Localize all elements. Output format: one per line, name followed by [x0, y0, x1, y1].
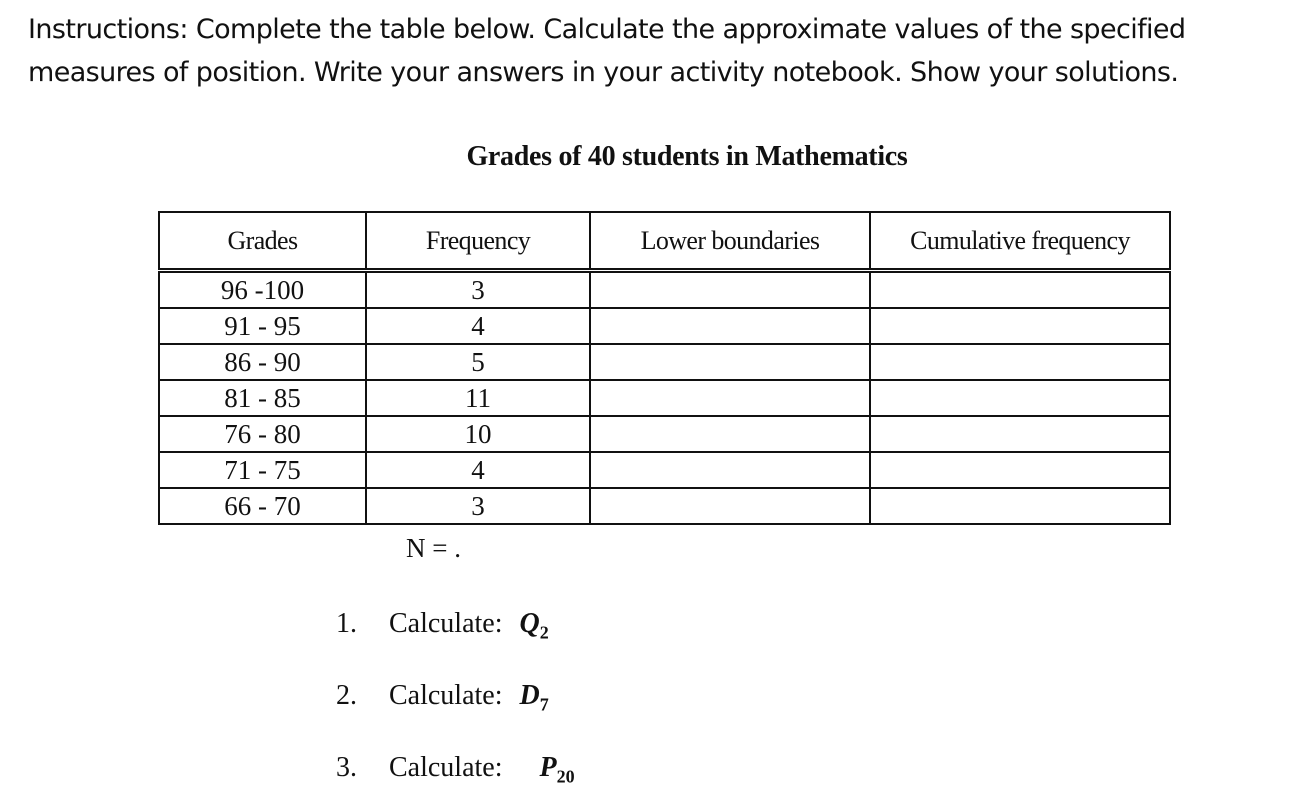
task-label: Calculate:	[389, 752, 503, 783]
lower-boundary-cell[interactable]	[590, 308, 870, 344]
table-row	[159, 452, 1170, 488]
cumulative-frequency-cell[interactable]	[870, 380, 1170, 416]
cumulative-frequency-cell[interactable]	[870, 416, 1170, 452]
lower-boundary-cell[interactable]	[590, 380, 870, 416]
task-symbol	[519, 680, 549, 715]
instructions-line-2: measures of position. Write your answers in your activity notebook. Show your solutions.	[28, 57, 1179, 88]
instructions-line-1: Instructions: Complete the table below. Calculate the approximate values of the specified	[28, 14, 1186, 45]
table-row	[159, 344, 1170, 380]
task-symbol	[519, 608, 549, 643]
task-item	[336, 680, 549, 716]
lower-boundary-cell[interactable]	[590, 344, 870, 380]
symbol-subscript: 20	[556, 766, 575, 787]
lower-boundary-cell[interactable]	[590, 416, 870, 452]
table-header-row	[159, 212, 1170, 271]
header-lower-boundaries: Lower boundaries	[590, 212, 870, 271]
header-cumulative-frequency: Cumulative frequency	[870, 212, 1170, 271]
frequency-cell: 5	[366, 344, 590, 380]
task-number: 1.	[336, 608, 357, 639]
lower-boundary-cell[interactable]	[590, 488, 870, 524]
lower-boundary-cell[interactable]	[590, 452, 870, 488]
symbol-letter: D	[519, 680, 540, 711]
task-item	[336, 608, 549, 644]
task-number: 2.	[336, 680, 357, 711]
table-row	[159, 416, 1170, 452]
task-label: Calculate:	[389, 680, 503, 711]
table-row	[159, 380, 1170, 416]
header-grades: Grades	[159, 212, 366, 271]
frequency-cell: 10	[366, 416, 590, 452]
grades-cell: 86 - 90	[159, 344, 366, 380]
grades-cell: 91 - 95	[159, 308, 366, 344]
cumulative-frequency-cell[interactable]	[870, 488, 1170, 524]
task-symbol	[539, 752, 575, 787]
symbol-letter: Q	[519, 608, 540, 639]
table-row	[159, 308, 1170, 344]
grades-cell: 76 - 80	[159, 416, 366, 452]
frequency-cell: 3	[366, 488, 590, 524]
grades-cell: 96 -100	[159, 271, 366, 309]
cumulative-frequency-cell[interactable]	[870, 308, 1170, 344]
frequency-cell: 4	[366, 452, 590, 488]
table-title: Grades of 40 students in Mathematics	[466, 141, 908, 172]
symbol-letter: P	[539, 752, 557, 783]
grades-cell: 71 - 75	[159, 452, 366, 488]
cumulative-frequency-cell[interactable]	[870, 271, 1170, 309]
symbol-subscript: 2	[539, 622, 549, 643]
frequency-cell: 11	[366, 380, 590, 416]
instructions-text	[28, 8, 1288, 94]
cumulative-frequency-cell[interactable]	[870, 452, 1170, 488]
table-row	[159, 488, 1170, 524]
grades-table	[158, 211, 1171, 525]
symbol-subscript: 7	[539, 694, 549, 715]
task-number: 3.	[336, 752, 357, 783]
lower-boundary-cell[interactable]	[590, 271, 870, 309]
frequency-cell: 3	[366, 271, 590, 309]
grades-cell: 81 - 85	[159, 380, 366, 416]
frequency-cell: 4	[366, 308, 590, 344]
header-frequency: Frequency	[366, 212, 590, 271]
grades-cell: 66 - 70	[159, 488, 366, 524]
task-item	[336, 752, 575, 788]
n-total-label: N = .	[406, 533, 461, 563]
table-row	[159, 271, 1170, 309]
cumulative-frequency-cell[interactable]	[870, 344, 1170, 380]
task-label: Calculate:	[389, 608, 503, 639]
